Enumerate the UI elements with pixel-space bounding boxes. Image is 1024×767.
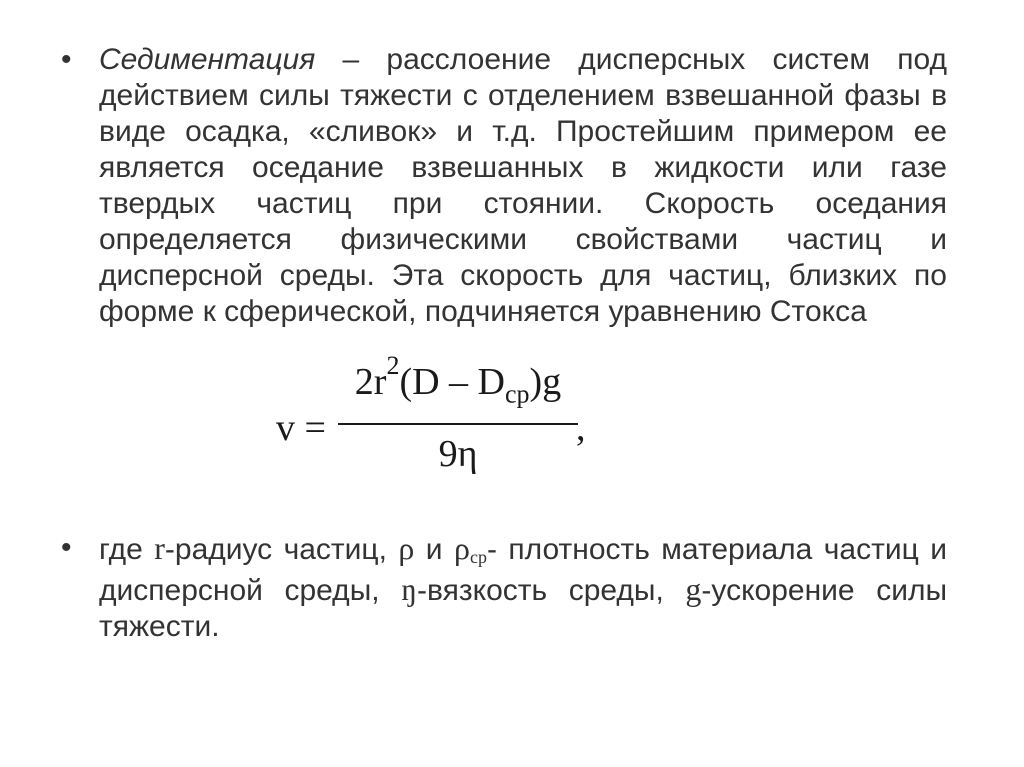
term-sedimentation: Седиментация: [99, 43, 316, 76]
numerator-coef: 2r: [354, 361, 387, 403]
numerator-close: )g: [529, 361, 562, 403]
legend-text: и: [414, 533, 454, 566]
bullet-marker: •: [61, 531, 72, 564]
fraction-bar: [338, 423, 578, 425]
bullet-marker: •: [61, 43, 72, 76]
symbol-r: r: [154, 530, 165, 566]
legend-text: где: [99, 533, 155, 566]
formula-denominator: 9η: [438, 433, 478, 475]
definition-text: – расслоение дисперсных систем под действием силы тяжести с отделением взвешанной фазы в виде осадка, «сливок» и т.д. Простейшим примером ее является оседание взвешанных в жидкости или газе твердых частиц при стоянии. Скорость оседания определяется физическими свойствами частиц и дисперсной среды. Эта скорость для частиц, близких по форме к сферической, подчиняется уравнению Стокса: [99, 43, 947, 328]
bullet-paragraph-legend: [61, 530, 948, 645]
symbol-eta: ŋ: [401, 571, 418, 607]
numerator-subscript: ср: [505, 379, 530, 409]
formula-lhs: v =: [276, 407, 326, 449]
formula-numerator: [338, 351, 578, 409]
symbol-g: g: [685, 571, 702, 607]
legend-text: -радиус частиц,: [164, 533, 399, 566]
legend-text: -вязкость среды,: [417, 574, 686, 607]
numerator-exponent: 2: [386, 351, 400, 381]
numerator-open: (D – D: [399, 361, 505, 403]
legend-text: - плотность материала частиц и дисперсной среды,: [99, 533, 947, 607]
legend-text: -ускорение силы тяжести.: [99, 574, 948, 643]
paragraph-legend: [99, 530, 947, 645]
symbol-rho-cp: ρ: [454, 530, 470, 566]
bullet-paragraph-sedimentation: [61, 42, 947, 330]
stokes-formula: [276, 351, 606, 490]
symbol-rho-cp-subscript: ср: [469, 547, 487, 567]
symbol-rho: ρ: [398, 530, 415, 566]
formula-comma: ,: [576, 407, 586, 449]
paragraph-definition: [99, 42, 947, 330]
